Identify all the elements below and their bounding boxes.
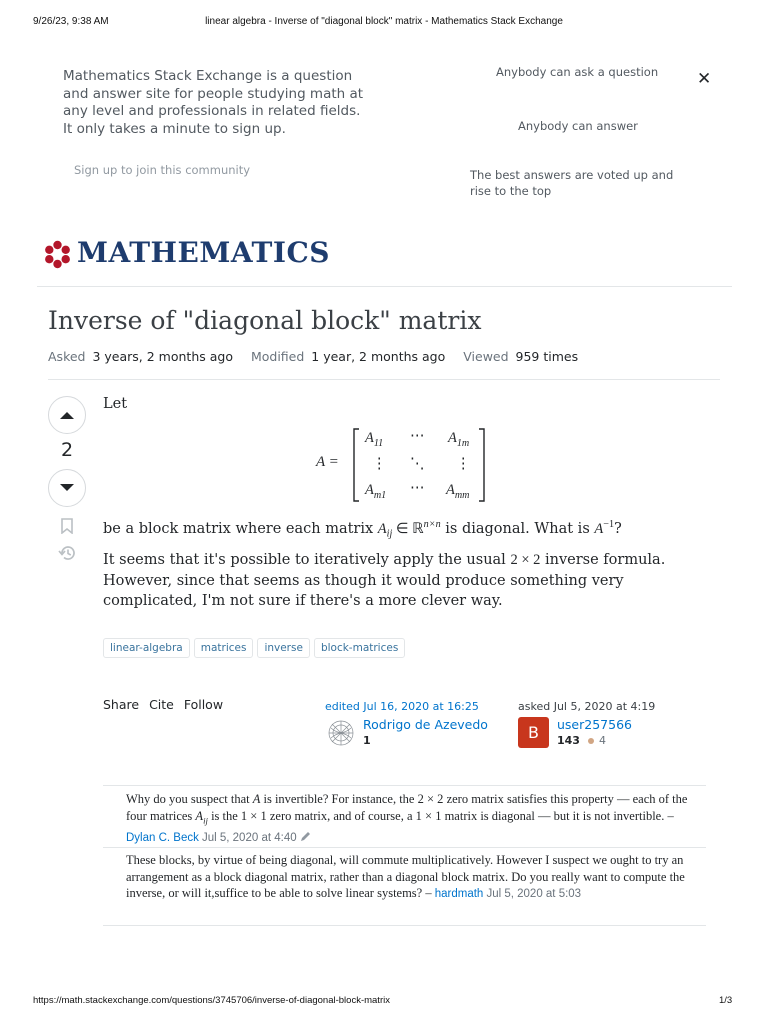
asker-name[interactable]: user257566 (557, 717, 632, 732)
editor-reputation: 1 (363, 734, 371, 747)
share-link[interactable]: Share (103, 697, 140, 712)
pencil-icon (300, 831, 311, 842)
entry-a1m: $A_{1m}$ (448, 430, 470, 449)
vote-count: 2 (60, 439, 74, 461)
arrow-down-icon (59, 483, 75, 493)
entry-ddots: ⋱ (410, 456, 425, 472)
print-datetime: 9/26/23, 9:38 AM (33, 16, 109, 27)
tag-linear-algebra[interactable]: linear-algebra (103, 638, 190, 658)
entry-am1: $A_{m1}$ (365, 482, 387, 501)
entry-hdots-top: ⋯ (410, 428, 425, 444)
site-logo-text[interactable]: MATHEMATICS (77, 236, 330, 269)
feature-ask: Anybody can ask a question (496, 65, 659, 79)
right-bracket (477, 428, 487, 502)
history-icon[interactable] (58, 544, 77, 566)
modified-value: 1 year, 2 months ago (311, 349, 446, 364)
asker-stats (557, 734, 606, 747)
entry-vdots-right: ⋮ (456, 456, 471, 472)
comment-2: These blocks, by virtue of being diagonal, will commute multiplicatively. However I suspect we ought to try an arrangement as a block diagonal matrix, rather than a diagonal block matrix. Do you really want to compute the inverse, or will it,suffice to be able to solve linear systems? – hardmath Jul 5, 2020 at 5:03 (126, 853, 685, 900)
comment-2-user[interactable]: hardmath (434, 888, 484, 900)
header-divider (37, 286, 732, 287)
print-page-title: linear algebra - Inverse of "diagonal block" matrix - Mathematics Stack Exchange (205, 16, 563, 27)
comment-1-user[interactable]: Dylan C. Beck (126, 831, 199, 844)
comments-top-divider (103, 785, 706, 786)
entry-a11: $A_{11}$ (365, 430, 384, 449)
tag-inverse[interactable]: inverse (257, 638, 310, 658)
print-url: https://math.stackexchange.com/questions/3745706/inverse-of-diagonal-block-matrix (33, 995, 390, 1006)
body-let: Let (103, 396, 128, 412)
question-title[interactable]: Inverse of "diagonal block" matrix (48, 306, 482, 335)
feature-answer: Anybody can answer (518, 119, 638, 133)
editor-avatar[interactable] (325, 717, 357, 749)
body-paragraph-1: be a block matrix where each matrix $A_{ij}$ ∈ ℝ$^{n\times n}$ is diagonal. What is $A^{-1}$? (103, 519, 622, 540)
left-bracket (351, 428, 361, 502)
asked-timestamp[interactable]: asked Jul 5, 2020 at 4:19 (518, 700, 656, 713)
comments-bottom-divider (103, 925, 706, 926)
feature-voted: The best answers are voted up and rise to the top (470, 168, 674, 198)
upvote-button[interactable] (48, 396, 86, 434)
signup-description: Mathematics Stack Exchange is a question and answer site for people studying math at any level and professionals in related fields. It only takes a minute to sign up. (63, 68, 364, 137)
cite-link[interactable]: Cite (149, 697, 174, 712)
tag-block-matrices[interactable]: block-matrices (314, 638, 405, 658)
modified-label: Modified (250, 349, 305, 364)
question-meta (48, 349, 578, 364)
bronze-badge-count: 4 (598, 734, 606, 747)
asked-label: Asked (48, 349, 86, 364)
comment-divider (103, 847, 706, 848)
editor-name[interactable]: Rodrigo de Azevedo (363, 717, 488, 732)
follow-link[interactable]: Follow (183, 697, 224, 712)
downvote-button[interactable] (48, 469, 86, 507)
edited-timestamp[interactable]: edited Jul 16, 2020 at 16:25 (325, 700, 479, 713)
post-actions (103, 697, 223, 712)
asker-avatar[interactable]: B (518, 717, 549, 748)
entry-vdots-left: ⋮ (372, 456, 387, 472)
bronze-badge-icon (588, 738, 594, 744)
print-page-number: 1/3 (719, 995, 733, 1006)
meta-divider (48, 379, 720, 380)
close-icon[interactable]: ✕ (697, 69, 712, 89)
arrow-up-icon (59, 410, 75, 420)
viewed-label: Viewed (463, 349, 509, 364)
signup-link[interactable]: Sign up to join this community (74, 163, 251, 177)
asker-reputation: 143 (557, 734, 580, 747)
comment-1-date[interactable]: Jul 5, 2020 at 4:40 (201, 831, 297, 844)
comment-2-date[interactable]: Jul 5, 2020 at 5:03 (486, 888, 582, 900)
mathematics-logo-icon (43, 240, 72, 269)
entry-amm: $A_{mm}$ (446, 482, 470, 501)
matrix-lhs: A = (316, 454, 339, 470)
bookmark-icon[interactable] (60, 518, 74, 538)
body-paragraph-2: It seems that it's possible to iteratively apply the usual 2 × 2 inverse formula. However, since that seems as though it would produce something very complicated, I'm not sure if there's a more clever way. (103, 552, 666, 609)
tag-matrices[interactable]: matrices (194, 638, 254, 658)
viewed-value: 959 times (515, 349, 579, 364)
entry-hdots-bottom: ⋯ (410, 480, 425, 496)
asked-value: 3 years, 2 months ago (92, 349, 233, 364)
comment-1: Why do you suspect that A is invertible? For instance, the 2 × 2 zero matrix satisfies this property — each of the four matrices $A_{ij}$ is the 1 × 1 zero matrix, and of course, a 1 × 1 matrix is diagonal — but it is not invertible. – Dylan C. Beck Jul 5, 2020 at 4:40 (126, 792, 688, 844)
tag-list (103, 636, 409, 658)
matrix-equation (310, 426, 490, 504)
